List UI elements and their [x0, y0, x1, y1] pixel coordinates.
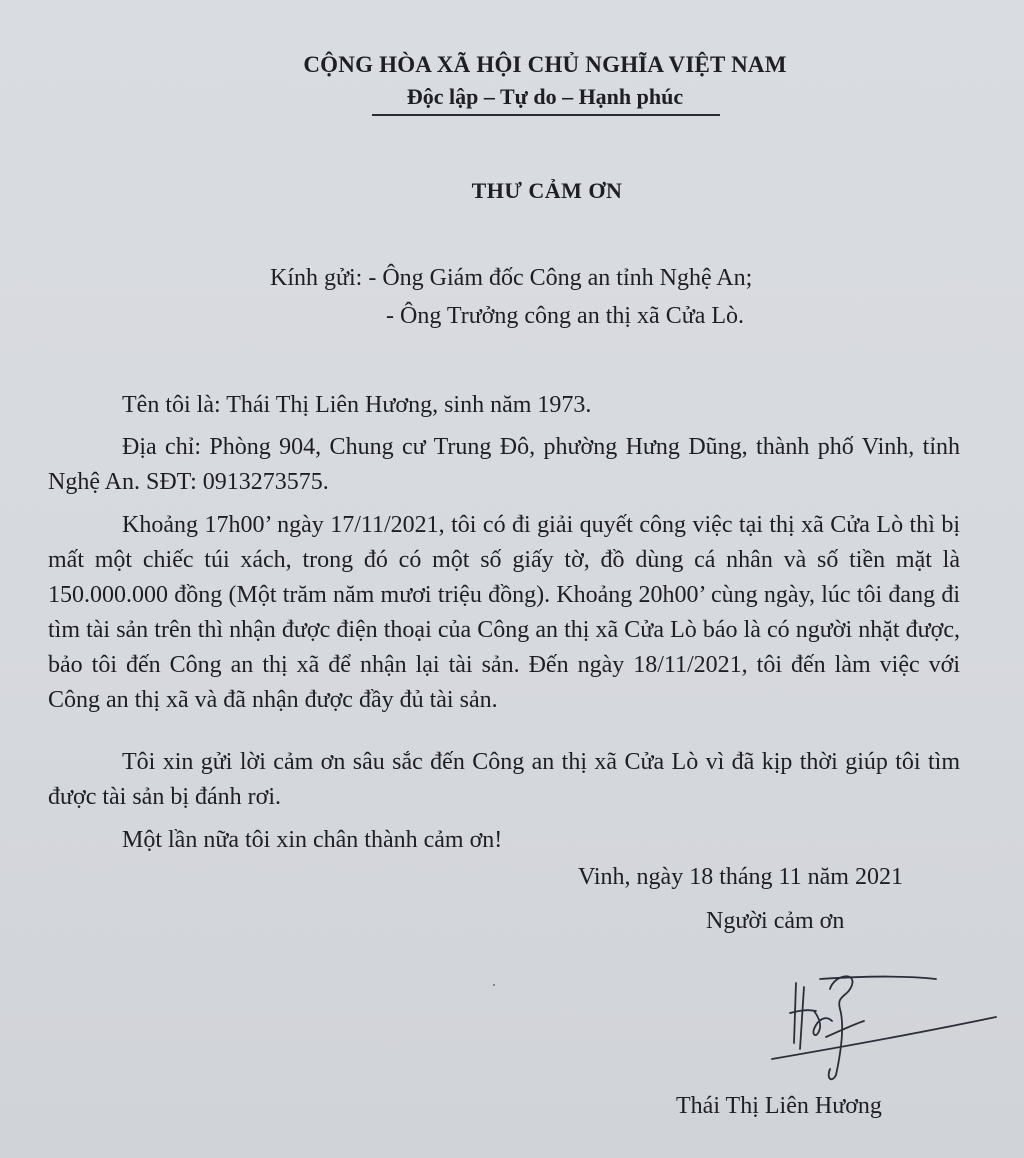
signer-name: Thái Thị Liên Hương — [676, 1093, 882, 1119]
addressee-line-2: - Ông Trưởng công an thị xã Cửa Lò. — [386, 303, 745, 329]
document-title: THƯ CẢM ƠN — [471, 178, 623, 203]
national-motto: Độc lập – Tự do – Hạnh phúc — [406, 84, 684, 109]
signer-title: Người cảm ơn — [706, 908, 845, 934]
place-and-date: Vinh, ngày 18 tháng 11 năm 2021 — [578, 864, 903, 890]
motto-underline — [372, 114, 720, 116]
handwritten-signature — [760, 965, 1000, 1095]
paragraph-incident: Khoảng 17h00’ ngày 17/11/2021, tôi có đi giải quyết công việc tại thị xã Cửa Lò thì bị mất một chiếc túi xách, trong đó có một số giấy tờ, đồ dùng cá nhân và số tiền mặt là 150.000.000 đồng (Một trăm năm mươi triệu đồng). Khoảng 20h00’ cùng ngày, lúc tôi đang đi tìm tài sản trên thì nhận được điện thoại của Công an thị xã Cửa Lò báo là có người nhặt được, bảo tôi đến Công an thị xã để nhận lại tài sản. Đến ngày 18/11/2021, tôi đến làm việc với Công an thị xã và đã nhận được đầy đủ tài sản. — [48, 512, 960, 713]
paragraph-closing-thanks: Một lần nữa tôi xin chân thành cảm ơn! — [122, 827, 503, 853]
paragraph-address: Địa chỉ: Phòng 904, Chung cư Trung Đô, phường Hưng Dũng, thành phố Vinh, tỉnh Nghệ An. SĐT: 0913273575. — [48, 434, 960, 495]
paragraph-sender-name: Tên tôi là: Thái Thị Liên Hương, sinh năm 1973. — [122, 392, 592, 418]
national-header: CỘNG HÒA XÃ HỘI CHỦ NGHĨA VIỆT NAM — [303, 52, 787, 77]
addressee-line-1: Kính gửi: - Ông Giám đốc Công an tỉnh Nghệ An; — [270, 265, 753, 291]
paragraph-thanks: Tôi xin gửi lời cảm ơn sâu sắc đến Công an thị xã Cửa Lò vì đã kịp thời giúp tôi tìm được tài sản bị đánh rơi. — [48, 749, 960, 810]
paper-speck — [493, 984, 495, 986]
